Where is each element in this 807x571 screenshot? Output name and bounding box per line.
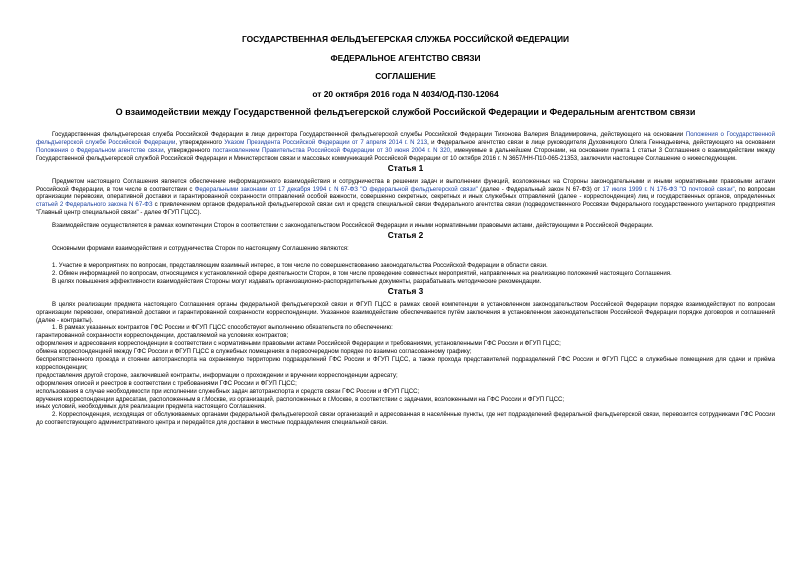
preamble-text-2: , утвержденного (175, 138, 225, 146)
article-3-heading: Статья 3 (387, 285, 424, 296)
list-item: обмена корреспонденцией между ГФС России и ФГУП ГЦСС в служебных помещениях в первоочередном порядке по взаимно согласованному графику; (36, 348, 472, 356)
article-3-paragraph-3: 2. Корреспонденция, исходящая от обслуживаемых органами федеральной фельдъегерской связи организаций и адресованная в населённые пункты, где нет подразделений федеральной фельдъегерской связи, перевозится сотрудниками ГФС России до соответствующего административного центра и передаётся для доставки в местные подразделения специальной связи. (36, 411, 775, 427)
link-article-2-law-67[interactable]: статьей 2 Федерального закона N 67-ФЗ (36, 201, 153, 209)
list-item: беспрепятственного проезда и стоянки автотранспорта на охраняемую территорию подразделений ГФС России и ФГУП ГЦСС, а также прохода представителей подразделений ГФС России и ФГУП ГЦСС в служебные помещения для сдачи и приёма корреспонденции; (36, 356, 775, 371)
list-item: оформления и адресования корреспонденции в соответствии с нормативными правовыми актами Российской Федерации и требованиями, установленными ГФС России и ФГУП ГЦСС; (36, 340, 561, 348)
link-rossvyaz-regulation[interactable]: Положения о Федеральном агентстве связи (36, 146, 164, 154)
link-federal-law-67[interactable]: Федеральными законами от 17 декабря 1994 г. N 67-ФЗ "О федеральной фельдъегерской связи" (194, 185, 478, 193)
art1-text-3: , по вопросам организации перевозки, оперативной доставки и гарантированной сохранности отправлений особой важности, совершенно секретных, секретных и иных служебных отправлений (далее - корреспонденция) лиц и государственных органов, определенных (36, 185, 776, 201)
list-item: вручения корреспонденции адресатам, расположенным в г.Москве, из организаций, расположенных в г.Москве, в соответствии с задачами, возложенными на ГФС России и ФГУП ГЦСС; (36, 395, 565, 403)
article-3-paragraph-1: В целях реализации предмета настоящего Соглашения органы федеральной фельдъегерской связи и ФГУП ГЦСС в рамках своей компетенции в установленном законодательством Российской Федерации порядке взаимодействуют по вопросам организации перевозки, оперативной доставки и гарантированной сохранности корреспонденции. Указанное взаимодействие обеспечивается путём заключения в установленном законодательством Российской Федерации порядке договоров и соглашений (далее - контракты). (36, 300, 775, 324)
list-item: иных условий, необходимых для реализации предмета настоящего Соглашения. (36, 403, 266, 411)
art1-text-1: Предметом настоящего Соглашения является обеспечение информационного взаимодействия и сотрудничества в решении задач и выполнении функций, возложенных на Стороны законодательными и иными нормативными правовыми актами Российской Федерации, в том числе в соответствии с (36, 177, 775, 193)
preamble-text-1: Государственная фельдъегерская служба Российской Федерации в лице директора Государственной фельдъегерской службы Российской Федерации Тихонова Валерия Владимировича, действующего на основании (52, 131, 686, 138)
article-3-paragraph-2: 1. В рамках указанных контрактов ГФС России и ФГУП ГЦСС способствуют выполнению обязательств по обеспечению: (52, 324, 393, 332)
list-item: гарантированной сохранности корреспонденции, доставляемой на условиях контрактов; (36, 332, 289, 340)
preamble-text-4: , утвержденного (163, 146, 213, 154)
article-2-heading: Статья 2 (387, 230, 424, 241)
article-2-paragraph-4: В целях повышения эффективности взаимодействия Стороны могут издавать организационно-распорядительные документы, разрабатывать методические рекомендации. (52, 277, 542, 285)
article-2-paragraph-2: 1. Участие в мероприятиях по вопросам, представляющим взаимный интерес, в том числе по совершенствованию законодательства Российской Федерации в области связи. (52, 261, 548, 269)
list-item: использования в случае необходимости при исполнении служебных задач автотранспорта и средств связи ГФС России и ФГУП ГЦСС; (36, 387, 420, 395)
preamble-text-5: , именуемые в дальнейшем Сторонами, на основании пункта 1 статьи 3 Соглашения о взаимодействии между Государственной фельдъегерской службой Российской Федерации и Министерством связи и массовых коммуникаций Российской Федерации от 10 октября 2016 г. N 3657/НН-П10-065-21353, заключили настоящее Соглашение о нижеследующем. (36, 146, 775, 162)
agency-header: ГОСУДАРСТВЕННАЯ ФЕЛЬДЪЕГЕРСКАЯ СЛУЖБА РОССИЙСКОЙ ФЕДЕРАЦИИ (241, 34, 570, 44)
list-item: предоставления другой стороне, заключившей контракты, информации о прохождении и вручении корреспонденции адресату; (36, 371, 398, 379)
link-federal-law-176[interactable]: 17 июля 1999 г. N 176-ФЗ "О почтовой связи" (602, 185, 735, 193)
preamble-text-3: , и Федеральное агентство связи в лице руководителя Духовницкого Олега Геннадьевича, действующего на основании (427, 138, 775, 146)
article-2-paragraph-1: Основными формами взаимодействия и сотрудничества Сторон по настоящему Соглашению являются: (52, 245, 349, 253)
article-2-paragraph-3: 2. Обмен информацией по вопросам, относящимся к установленной сфере деятельности Сторон, в том числе проведение совместных мероприятий, направленных на реализацию положений настоящего Соглашения. (52, 269, 672, 277)
document-title: О взаимодействии между Государственной фельдъегерской службой Российской Федерации и Федеральным агентством связи (115, 107, 696, 117)
art1-text-4: с привлечением органов федеральной фельдъегерской связи сил и средств специальной связи Федерального агентства связи (подведомственного Россвязи Федерального государственного унитарного предприятия "Главный центр специальной связи" - далее ФГУП ГЦСС). (36, 201, 776, 217)
link-gfs-regulation[interactable]: Положения о Государственной фельдъегерской службе Российской Федерации (36, 131, 775, 146)
list-item: оформления описей и реестров в соответствии с требованиями ГФС России и ФГУП ГЦСС; (36, 379, 297, 387)
article-1-paragraph-1 (36, 178, 775, 218)
link-government-resolution[interactable]: постановлением Правительства Российской Федерации от 30 июня 2004 г. N 320 (212, 146, 451, 154)
article-1-paragraph-2: Взаимодействие осуществляется в рамках компетенции Сторон в соответствии с законодательством Российской Федерации и иными нормативными правовыми актами, действующими в Российской Федерации. (52, 222, 654, 230)
preamble-paragraph (36, 131, 775, 163)
agency-subheader: ФЕДЕРАЛЬНОЕ АГЕНТСТВО СВЯЗИ (330, 53, 481, 63)
art1-text-2: (далее - Федеральный закон N 67-ФЗ) от (477, 185, 603, 193)
article-1-heading: Статья 1 (387, 162, 424, 173)
link-presidential-decree[interactable]: Указом Президента Российской Федерации от 7 апреля 2014 г. N 213 (224, 138, 428, 146)
document-type: СОГЛАШЕНИЕ (375, 71, 436, 81)
document-date-number: от 20 октября 2016 года N 4034/ОД-П30-12064 (312, 89, 499, 99)
